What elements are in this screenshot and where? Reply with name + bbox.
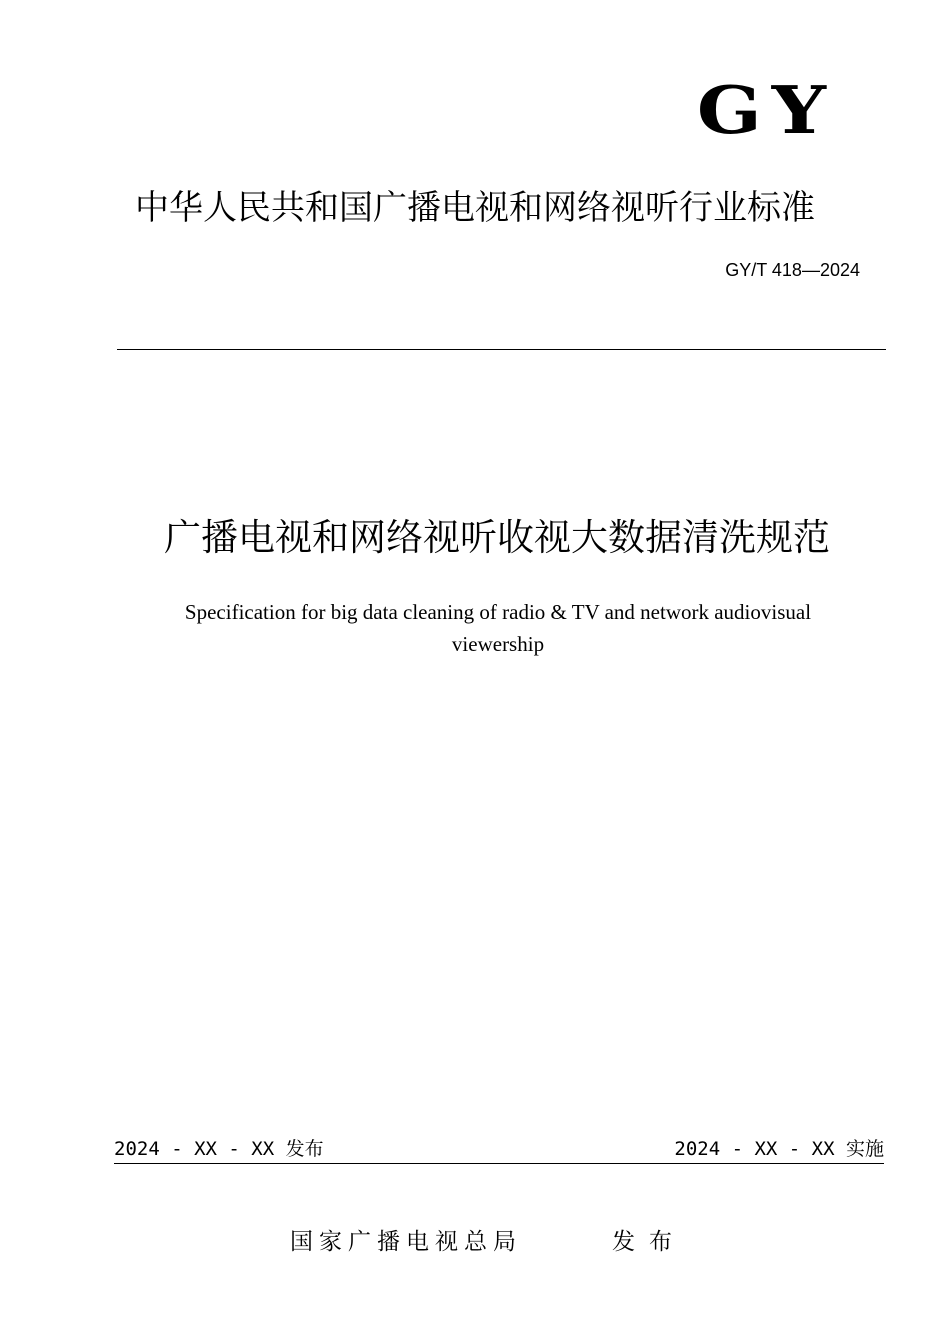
- chinese-title: 广播电视和网络视听收视大数据清洗规范: [164, 516, 830, 559]
- release-date: 2024 - XX - XX 发布: [114, 1138, 324, 1160]
- standard-number: GY/T 418—2024: [725, 260, 860, 280]
- issuing-authority: 国家广播电视总局: [290, 1229, 522, 1255]
- issue-verb: 发布: [612, 1229, 686, 1255]
- english-title: Specification for big data cleaning of radio & TV and network audiovisual viewership: [184, 600, 812, 656]
- gy-logo: GY: [696, 71, 836, 149]
- implementation-date: 2024 - XX - XX 实施: [674, 1138, 884, 1160]
- standard-category-title: 中华人民共和国广播电视和网络视听行业标准: [135, 188, 815, 228]
- top-divider: [117, 349, 886, 350]
- bottom-divider: [114, 1163, 884, 1164]
